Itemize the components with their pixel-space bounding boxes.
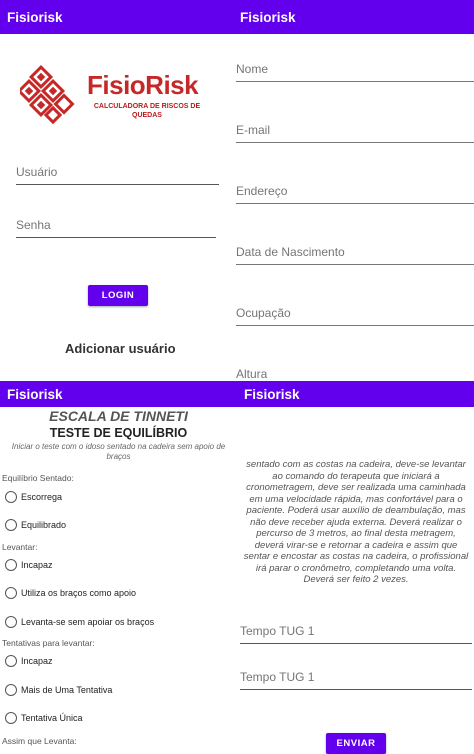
radio-circle-icon[interactable] <box>5 559 17 571</box>
tug-screen <box>237 381 474 754</box>
app-bar-title: Fisiorisk <box>0 381 237 407</box>
radio-circle-icon[interactable] <box>5 519 17 531</box>
radio-option-label: Tentativa Única <box>21 713 83 723</box>
radio-circle-icon[interactable] <box>5 587 17 599</box>
radio-option-label: Utiliza os braços como apoio <box>21 588 137 598</box>
height-input[interactable]: Altura <box>236 367 268 381</box>
add-user-link[interactable]: Adicionar usuário <box>65 341 176 356</box>
fisiorisk-logo <box>20 62 210 130</box>
section-label-after-stand: Assim que Levanta: <box>2 736 77 746</box>
login-screen <box>0 0 233 381</box>
radio-circle-icon[interactable] <box>5 616 17 628</box>
section-label-attempts: Tentativas para levantar: <box>2 638 95 648</box>
radio-option-label: Levanta-se sem apoiar os braços <box>21 617 155 627</box>
email-input[interactable]: E-mail <box>236 123 474 143</box>
logo-diamond-icon <box>20 62 84 130</box>
section-label-seated-balance: Equilíbrio Sentado: <box>2 473 74 483</box>
app-bar-title: Fisiorisk <box>233 0 474 34</box>
radio-option-label: Incapaz <box>21 560 53 570</box>
radio-circle-icon[interactable] <box>5 684 17 696</box>
test-title: TESTE DE EQUILÍBRIO <box>49 426 188 440</box>
register-screen <box>233 0 474 381</box>
tug-time-1-input[interactable]: Tempo TUG 1 <box>240 624 472 644</box>
name-input[interactable]: Nome <box>236 62 474 82</box>
tug-time-2-input[interactable]: Tempo TUG 1 <box>240 670 472 690</box>
app-bar-title: Fisiorisk <box>0 0 233 34</box>
radio-option-label: Mais de Uma Tentativa <box>21 685 113 695</box>
radio-circle-icon[interactable] <box>5 712 17 724</box>
address-input[interactable]: Endereço <box>236 184 474 204</box>
radio-option-label: Equilibrado <box>21 520 67 530</box>
logo-subtitle: CALCULADORA DE RISCOS DE QUEDAS <box>93 103 201 119</box>
section-label-stand-up: Levantar: <box>2 542 38 552</box>
radio-circle-icon[interactable] <box>5 655 17 667</box>
scale-title: ESCALA DE TINNETI <box>49 408 188 424</box>
tug-instructions: sentado com as costas na cadeira, deve-se levantar ao comando do terapeuta que iniciará a cronometragem, deve ser realizada uma caminhada em uma velocidade rápida, mas confortável para o paciente. Poderá usar auxílio de deambulação, mas não deve receber ajuda externa. Deverá realizar o percurso de 3 metros, ao final desta metragem, deverá virar-se e retornar a cadeira e assim que sentar e encostar as costas na cadeira, o profissional irá parar o cronômetro, completando uma volta. Deverá ser feito 2 vezes. <box>243 459 469 585</box>
logo-title: FisioRisk <box>87 70 199 100</box>
tinneti-screen <box>0 381 237 754</box>
login-button[interactable]: LOGIN <box>88 285 148 306</box>
user-input[interactable]: Usuário <box>16 165 219 185</box>
test-instructions: Iniciar o teste com o idoso sentado na cadeira sem apoio de braços <box>11 442 226 461</box>
send-button[interactable]: ENVIAR <box>326 733 386 754</box>
app-bar-title: Fisiorisk <box>237 381 474 407</box>
birthdate-input[interactable]: Data de Nascimento <box>236 245 474 265</box>
radio-circle-icon[interactable] <box>5 491 17 503</box>
radio-option-label: Escorrega <box>21 492 63 502</box>
occupation-input[interactable]: Ocupação <box>236 306 474 326</box>
radio-option-label: Incapaz <box>21 656 53 666</box>
password-input[interactable]: Senha <box>16 218 216 238</box>
